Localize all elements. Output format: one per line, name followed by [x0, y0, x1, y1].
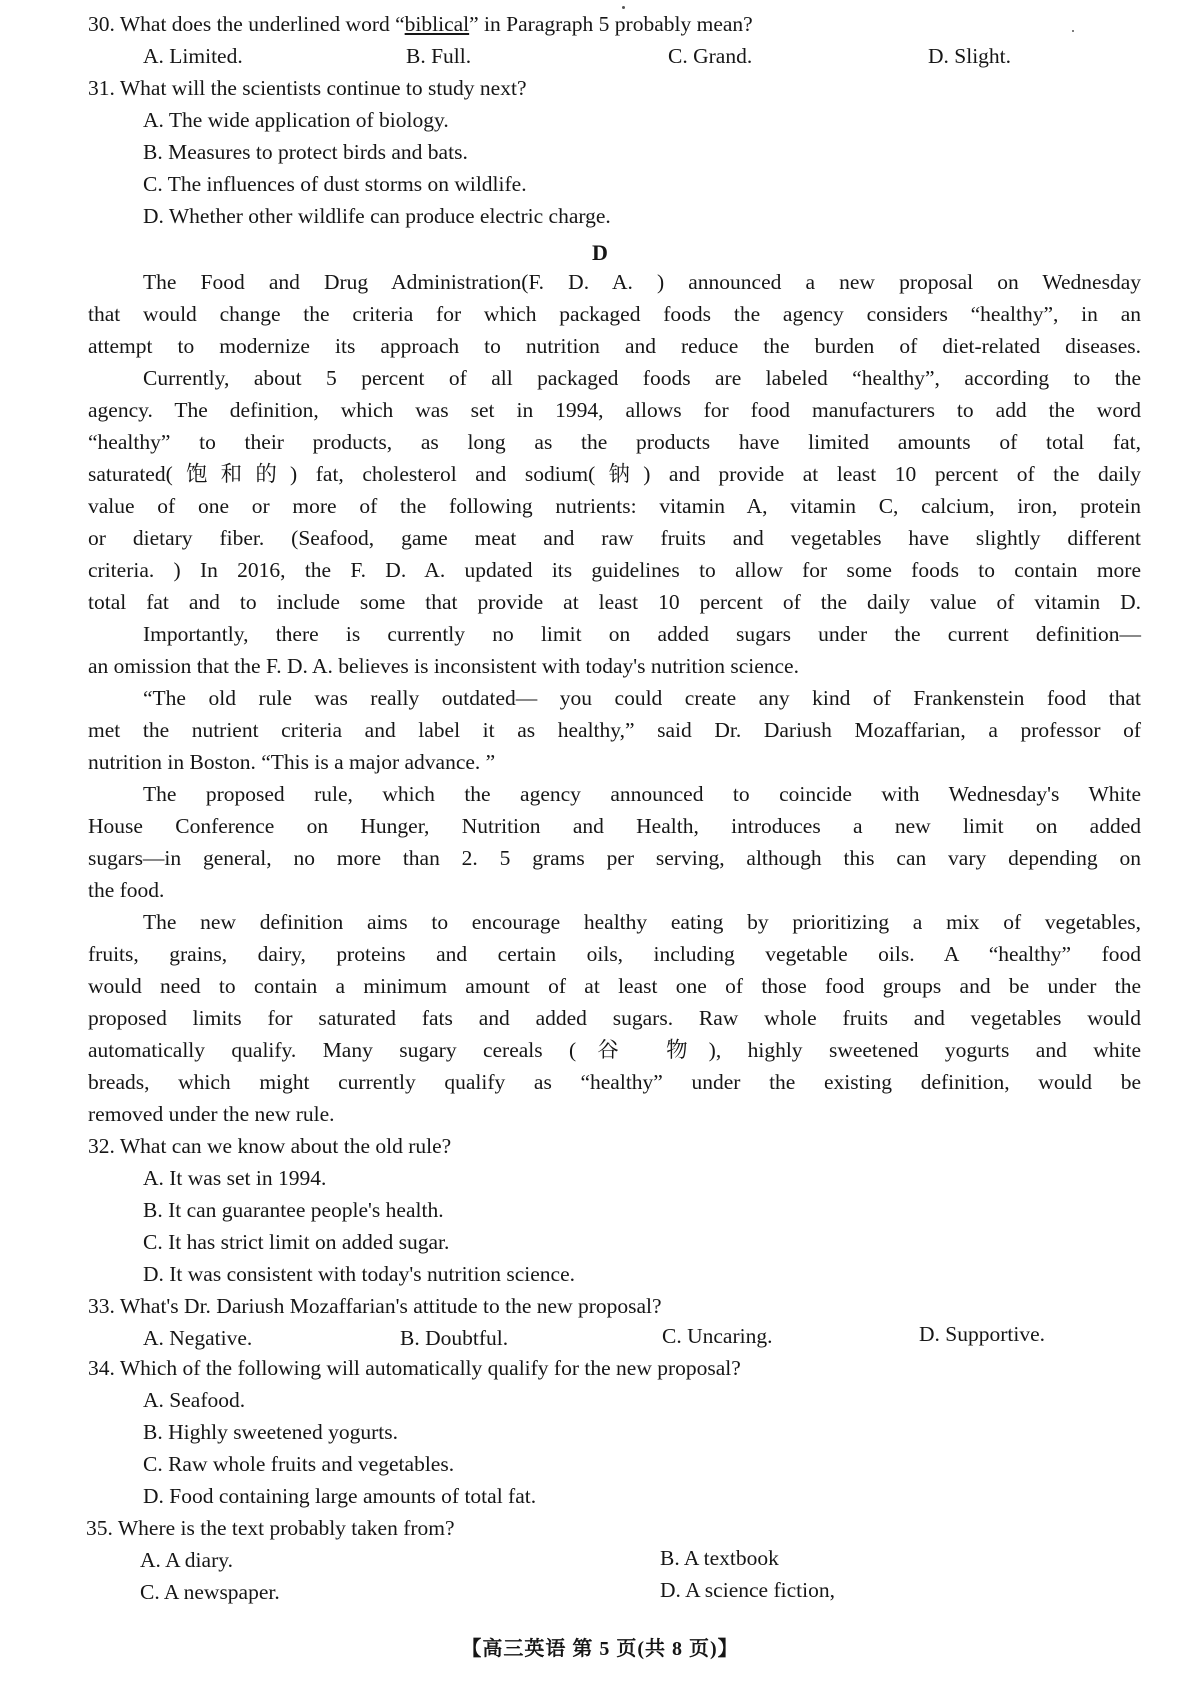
question-32-stem: 32. What can we know about the old rule?: [88, 1134, 452, 1158]
passage-line: “The old rule was really outdated— you could create any kind of Frankenstein food that: [143, 686, 1141, 710]
q35-option-a: A. A diary.: [140, 1548, 233, 1572]
section-label: D: [592, 240, 608, 265]
q31-option-b: B. Measures to protect birds and bats.: [143, 140, 468, 164]
passage-line: proposed limits for saturated fats and added sugars. Raw whole fruits and vegetables would: [88, 1006, 1141, 1030]
passage-line: The Food and Drug Administration(F. D. A. ) announced a new proposal on Wednesday: [143, 270, 1141, 294]
q35-option-b: B. A textbook: [660, 1546, 779, 1570]
q30-option-a: A. Limited.: [143, 44, 243, 68]
passage-line: value of one or more of the following nutrients: vitamin A, vitamin C, calcium, iron, protein: [88, 494, 1141, 518]
passage-line: Currently, about 5 percent of all packaged foods are labeled “healthy”, according to the: [143, 366, 1141, 390]
passage-line: fruits, grains, dairy, proteins and certain oils, including vegetable oils. A “healthy” food: [88, 942, 1141, 966]
passage-line: “healthy” to their products, as long as the products have limited amounts of total fat,: [88, 430, 1141, 454]
passage-line: automatically qualify. Many sugary cereals (谷 物), highly sweetened yogurts and white: [88, 1038, 1141, 1062]
passage-line: saturated(饱和的) fat, cholesterol and sodium(钠) and provide at least 10 percent of the daily: [88, 462, 1141, 486]
q34-option-c: C. Raw whole fruits and vegetables.: [143, 1452, 455, 1476]
q33-option-b: B. Doubtful.: [400, 1326, 509, 1350]
passage-line: that would change the criteria for which packaged foods the agency considers “healthy”, in an: [88, 302, 1141, 326]
passage-line: The proposed rule, which the agency announced to coincide with Wednesday's White: [143, 782, 1141, 806]
passage-line: removed under the new rule.: [88, 1102, 335, 1126]
question-30-stem: 30. What does the underlined word “biblical” in Paragraph 5 probably mean?: [88, 12, 753, 36]
passage-line: attempt to modernize its approach to nutrition and reduce the burden of diet-related diseases.: [88, 334, 1141, 358]
passage-line: House Conference on Hunger, Nutrition and Health, introduces a new limit on added: [88, 814, 1141, 838]
q33-option-a: A. Negative.: [143, 1326, 253, 1350]
passage-line: Importantly, there is currently no limit on added sugars under the current definition—: [143, 622, 1141, 646]
question-33-stem: 33. What's Dr. Dariush Mozaffarian's attitude to the new proposal?: [88, 1294, 662, 1318]
q34-option-d: D. Food containing large amounts of total fat.: [143, 1484, 537, 1508]
q32-option-d: D. It was consistent with today's nutrition science.: [143, 1262, 576, 1286]
q31-option-d: D. Whether other wildlife can produce electric charge.: [143, 204, 611, 228]
q32-option-c: C. It has strict limit on added sugar.: [143, 1230, 450, 1254]
q34-option-b: B. Highly sweetened yogurts.: [143, 1420, 398, 1444]
passage-line: the food.: [88, 878, 165, 902]
question-35-stem: 35. Where is the text probably taken from?: [86, 1516, 455, 1540]
speck-mark: [1072, 30, 1074, 32]
passage-line: an omission that the F. D. A. believes is inconsistent with today's nutrition science.: [88, 654, 799, 678]
passage-line: criteria. ) In 2016, the F. D. A. updated its guidelines to allow for some foods to contain more: [88, 558, 1141, 582]
emphasis-dot: [622, 6, 625, 9]
passage-line: met the nutrient criteria and label it as healthy,” said Dr. Dariush Mozaffarian, a professor of: [88, 718, 1141, 742]
passage-line: sugars—in general, no more than 2. 5 grams per serving, although this can vary depending on: [88, 846, 1141, 870]
passage-line: breads, which might currently qualify as “healthy” under the existing definition, would be: [88, 1070, 1141, 1094]
question-31-stem: 31. What will the scientists continue to study next?: [88, 76, 527, 100]
q30-option-d: D. Slight.: [928, 44, 1012, 68]
page-footer: 【高三英语 第 5 页(共 8 页)】: [461, 1638, 739, 1660]
q35-option-c: C. A newspaper.: [140, 1580, 280, 1604]
underlined-word: biblical: [404, 12, 470, 36]
question-34-stem: 34. Which of the following will automatically qualify for the new proposal?: [88, 1356, 741, 1380]
q33-option-d: D. Supportive.: [919, 1322, 1046, 1346]
q30-option-b: B. Full.: [406, 44, 472, 68]
passage-line: agency. The definition, which was set in 1994, allows for food manufacturers to add the word: [88, 398, 1141, 422]
q32-option-b: B. It can guarantee people's health.: [143, 1198, 444, 1222]
passage-line: nutrition in Boston. “This is a major advance. ”: [88, 750, 496, 774]
q32-option-a: A. It was set in 1994.: [143, 1166, 327, 1190]
q35-option-d: D. A science fiction,: [660, 1578, 835, 1602]
q31-option-a: A. The wide application of biology.: [143, 108, 449, 132]
passage-line: or dietary fiber. (Seafood, game meat and raw fruits and vegetables have slightly different: [88, 526, 1141, 550]
q34-option-a: A. Seafood.: [143, 1388, 246, 1412]
passage-line: The new definition aims to encourage healthy eating by prioritizing a mix of vegetables,: [143, 910, 1141, 934]
q30-option-c: C. Grand.: [668, 44, 753, 68]
passage-line: would need to contain a minimum amount of at least one of those food groups and be under the: [88, 974, 1141, 998]
passage-line: total fat and to include some that provide at least 10 percent of the daily value of vitamin D.: [88, 590, 1141, 614]
q31-option-c: C. The influences of dust storms on wildlife.: [143, 172, 527, 196]
q33-option-c: C. Uncaring.: [662, 1324, 773, 1348]
